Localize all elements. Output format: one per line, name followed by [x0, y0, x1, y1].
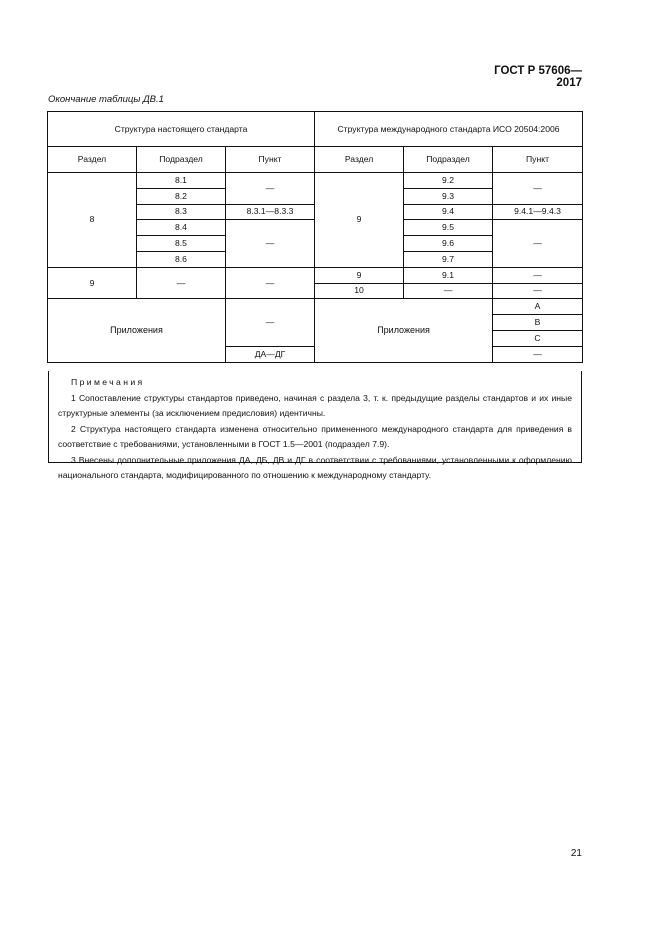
table-cell: 8.5: [137, 236, 226, 252]
document-id: ГОСТ Р 57606—2017: [494, 65, 582, 89]
left-structure-header: Структура настоящего стандарта: [48, 112, 315, 147]
right-structure-header: Структура международного стандарта ИСО 20504:2006: [315, 112, 583, 147]
table-cell: —: [226, 173, 315, 205]
structure-comparison-table: [47, 111, 583, 363]
column-header-row: [48, 147, 583, 173]
notes-title: Примечания: [71, 377, 145, 387]
table-cell: 9.2: [404, 173, 493, 189]
note-item: 2 Структура настоящего стандарта изменена относительно примененного международного стандарта для приведения в соответствие с требованиями, установленными в ГОСТ 1.5—2001 (подраздел 7.9).: [58, 423, 572, 449]
table-cell: A: [493, 299, 583, 315]
table-cell: 9: [315, 173, 404, 268]
column-header: Пункт: [226, 147, 315, 173]
table-cell: 9.7: [404, 251, 493, 267]
column-header: Раздел: [48, 147, 137, 173]
table-cell: —: [404, 283, 493, 299]
table-cell: 8.4: [137, 220, 226, 236]
appendices-label: Приложения: [48, 299, 226, 362]
table-cell: —: [493, 173, 583, 205]
table-cell: 9.3: [404, 188, 493, 204]
table-cell: 9.4.1—9.4.3: [493, 204, 583, 220]
table-cell: B: [493, 315, 583, 331]
table-cell: 9: [315, 267, 404, 283]
table-cell: 8.3: [137, 204, 226, 220]
table-cell: —: [493, 346, 583, 362]
table-row: [48, 267, 583, 283]
table-cell: —: [493, 267, 583, 283]
column-header: Подраздел: [404, 147, 493, 173]
table-header-row: [48, 112, 583, 147]
page-number: 21: [570, 848, 582, 859]
table-cell: 9: [48, 267, 137, 299]
column-header: Подраздел: [137, 147, 226, 173]
table-cell: C: [493, 330, 583, 346]
table-cell: 9.5: [404, 220, 493, 236]
note-item: 1 Сопоставление структуры стандартов приведено, начиная с раздела 3, т. к. предыдущие разделы стандартов и их иные структурные элементы (за исключением предисловия) идентичны.: [58, 392, 572, 418]
table-cell: 9.4: [404, 204, 493, 220]
table-cell: ДА—ДГ: [226, 346, 315, 362]
table-cell: 9.6: [404, 236, 493, 252]
table-cell: —: [493, 220, 583, 267]
table-cell: —: [226, 220, 315, 267]
table-cell: 8.1: [137, 173, 226, 189]
table-cell: 8.6: [137, 251, 226, 267]
table-caption: Окончание таблицы ДВ.1: [48, 94, 164, 105]
table-cell: —: [226, 267, 315, 299]
column-header: Раздел: [315, 147, 404, 173]
table-cell: —: [137, 267, 226, 299]
table-cell: 8: [48, 173, 137, 268]
table-cell: 8.2: [137, 188, 226, 204]
appendices-label: Приложения: [315, 299, 493, 362]
table-row: [48, 173, 583, 189]
column-header: Пункт: [493, 147, 583, 173]
table-row: [48, 299, 583, 315]
table-cell: 10: [315, 283, 404, 299]
table-cell: —: [226, 299, 315, 346]
notes-section: [48, 371, 582, 480]
table-cell: 9.1: [404, 267, 493, 283]
note-item: 3 Внесены дополнительные приложения ДА, ДБ, ДВ и ДГ в соответствии с требованиями, установленными к оформлению национального стандарта, модифицированного по отношению к международному стандарту.: [58, 454, 572, 480]
table-cell: —: [493, 283, 583, 299]
table-cell: 8.3.1—8.3.3: [226, 204, 315, 220]
